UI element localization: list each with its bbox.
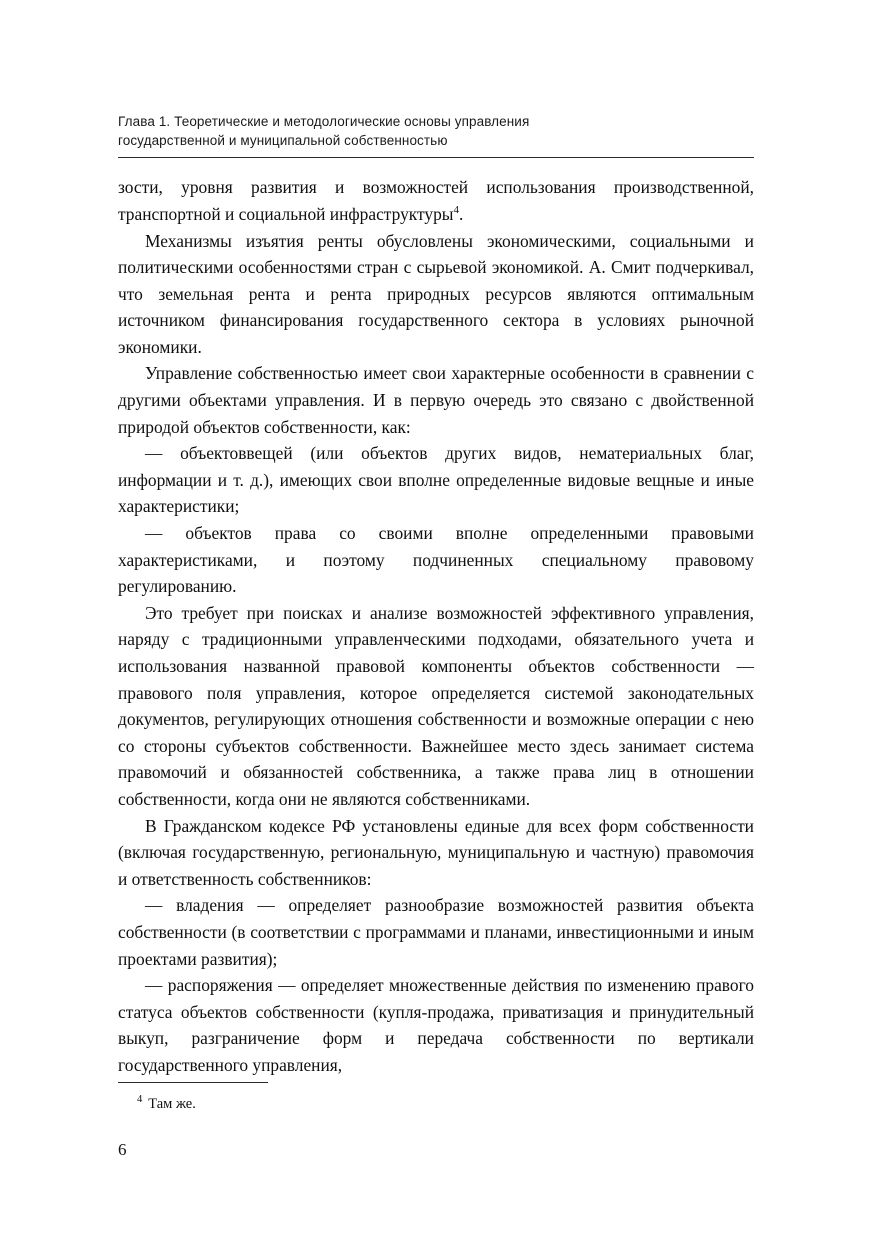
running-head (118, 112, 754, 150)
paragraph-text: зости, уровня развития и возможностей использования производственной, транспортной и социальной инфраструктуры (118, 177, 754, 224)
paragraph-continued (118, 174, 754, 227)
running-head-line-1: Глава 1. Теоретические и методологические основы управления (118, 114, 530, 129)
footnote-body: Там же. (148, 1096, 196, 1112)
footnote-divider (118, 1082, 268, 1083)
list-item-objects-things: — объектоввещей (или объектов других видов, нематериальных благ, информации и т. д.), имеющих свои вполне определенные видовые вещные и иные характеристики; (118, 443, 754, 517)
paragraph-rent-mechanisms: Механизмы изъятия ренты обусловлены экономическими, социальными и политическими особенностями стран с сырьевой экономикой. А. Смит подчеркивал, что земельная рента и рента природных ресурсов являются оптимальным источником финансирования государственного сектора в условиях рыночной экономики. (118, 230, 754, 357)
paragraph-civil-code: В Гражданском кодексе РФ установлены единые для всех форм собственности (включая государственную, региональную, муниципальную и частную) правомочия и ответственность собственников: (118, 815, 754, 889)
running-head-divider (118, 157, 754, 158)
list-item-objects-law: — объектов права со своими вполне определенными правовыми характеристиками, и поэтому подчиненных специальному правовому регулированию. (118, 523, 754, 597)
list-item-disposal: — распоряжения — определяет множественные действия по изменению правого статуса объектов собственности (купля-продажа, приватизация и принудительный выкуп, разграничение форм и передача собственности по вертикали государственного управления, (118, 975, 754, 1075)
paragraph-legal-field: Это требует при поисках и анализе возможностей эффективного управления, наряду с традиционными управленческими подходами, обязательного учета и использования названной правовой компоненты объектов собственности — правового поля управления, которое определяется системой законодательных документов, регулирующих отношения собственности и возможные операции с нею со стороны субъектов собственности. Важнейшее место здесь занимает система правомочий и обязанностей собственника, а также права лиц в отношении собственности, когда они не являются собственниками. (118, 602, 754, 809)
paragraph-tail: . (458, 203, 464, 224)
footnote-area (118, 1082, 754, 1114)
footnote-entry (118, 1094, 754, 1114)
paragraph-property-management: Управление собственностью имеет свои характерные особенности в сравнении с другими объектами управления. И в первую очередь это связано с двойственной природой объектов собственности, как: (118, 363, 754, 437)
body-text (118, 174, 754, 1078)
list-item-possession: — владения — определяет разнообразие возможностей развития объекта собственности (в соответствии с программами и планами, инвестиционными и иным проектами развития); (118, 895, 754, 969)
page-content (118, 112, 754, 1079)
footnote-marker-4: 4 (453, 204, 459, 217)
page-number: 6 (118, 1140, 127, 1159)
footnote-number: 4 (137, 1094, 143, 1106)
running-head-line-2: государственной и муниципальной собственностью (118, 133, 448, 149)
